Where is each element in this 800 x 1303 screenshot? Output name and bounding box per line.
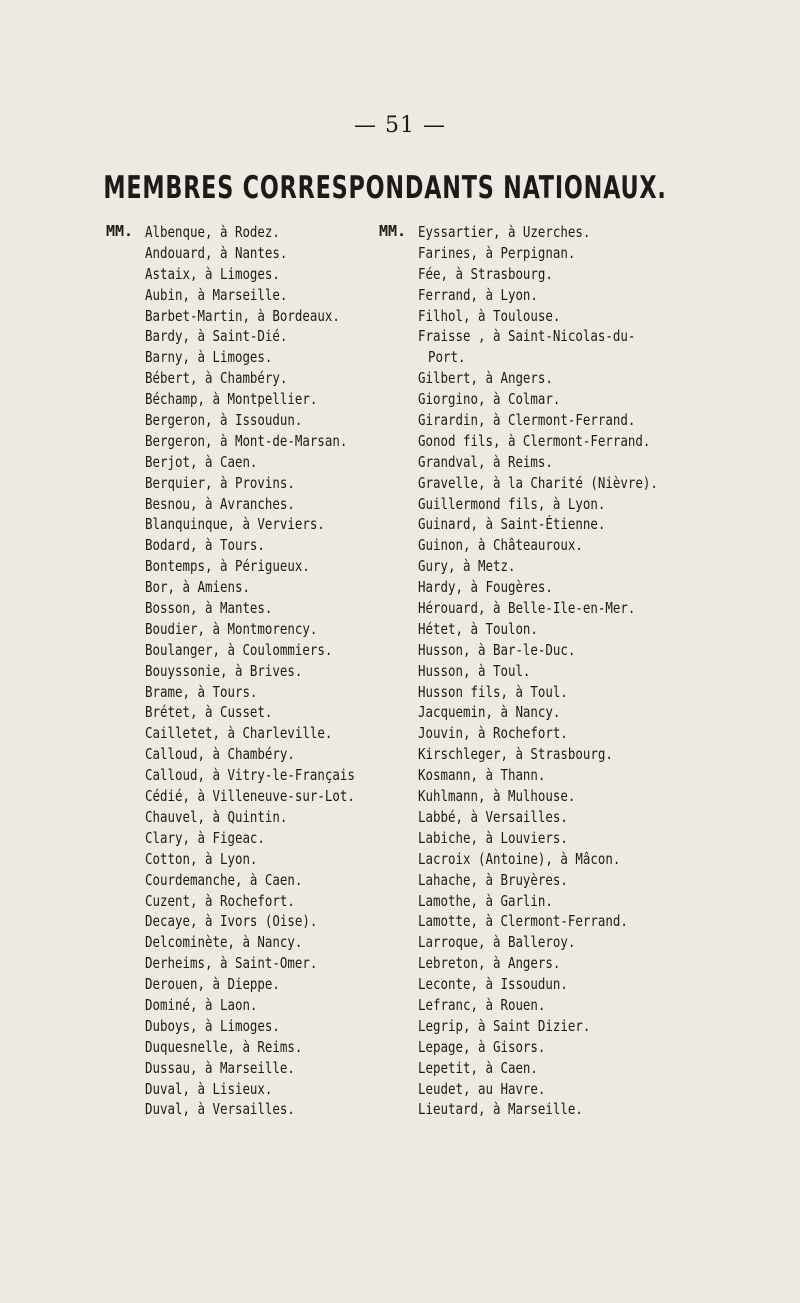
member-entry: Dominé, à Laon.: [145, 995, 258, 1014]
member-entry: Leudet, au Havre.: [418, 1079, 546, 1098]
member-entry: Guinard, à Saint-Étienne.: [418, 515, 606, 534]
member-entry: Berjot, à Caen.: [145, 452, 258, 471]
member-entry: Port.: [427, 348, 466, 367]
member-entry: Kuhlmann, à Mulhouse.: [418, 787, 576, 806]
member-entry: Gury, à Metz.: [418, 557, 516, 576]
member-entry: Cotton, à Lyon.: [145, 849, 258, 868]
member-entry: Lacroix (Antoine), à Mâcon.: [418, 849, 621, 868]
member-entry: Cédié, à Villeneuve-sur-Lot.: [145, 787, 355, 806]
member-entry: Lamothe, à Garlin.: [418, 891, 553, 910]
member-entry: Barny, à Limoges.: [145, 348, 273, 367]
member-entry: Farines, à Perpignan.: [418, 243, 576, 262]
member-entry: Hardy, à Fougères.: [418, 578, 553, 597]
member-entry: Courdemanche, à Caen.: [145, 870, 303, 889]
member-entry: Dussau, à Marseille.: [145, 1058, 295, 1077]
member-entry: Husson, à Toul.: [418, 661, 531, 680]
member-list: [145, 222, 398, 1120]
member-entry: Jouvin, à Rochefort.: [418, 724, 568, 743]
member-entry: Boulanger, à Coulommiers.: [145, 640, 333, 659]
member-entry: Boudier, à Montmorency.: [145, 619, 318, 638]
member-entry: Guillermond fils, à Lyon.: [418, 494, 606, 513]
mm-prefix: MM.: [106, 222, 134, 240]
member-entry: Barbet-Martin, à Bordeaux.: [145, 306, 340, 325]
member-entry: Gilbert, à Angers.: [418, 369, 553, 388]
member-entry: Ferrand, à Lyon.: [418, 285, 538, 304]
member-entry: Andouard, à Nantes.: [145, 243, 288, 262]
member-entry: Bergeron, à Issoudun.: [145, 411, 303, 430]
member-entry: Kosmann, à Thann.: [418, 766, 546, 785]
member-entry: Chauvel, à Quintin.: [145, 807, 288, 826]
member-entry: Duboys, à Limoges.: [145, 1016, 280, 1035]
member-entry: Lamotte, à Clermont-Ferrand.: [418, 912, 628, 931]
member-entry: Jacquemin, à Nancy.: [418, 703, 561, 722]
member-entry: Fraisse , à Saint-Nicolas-du-: [418, 327, 636, 346]
member-list: [418, 222, 707, 1120]
member-entry: Lefranc, à Rouen.: [418, 995, 546, 1014]
member-entry: Berquier, à Provins.: [145, 473, 295, 492]
member-entry: Cailletet, à Charleville.: [145, 724, 333, 743]
member-entry: Hétet, à Toulon.: [418, 619, 538, 638]
member-entry: Giorgino, à Colmar.: [418, 390, 561, 409]
member-entry: Grandval, à Reims.: [418, 452, 553, 471]
mm-prefix: MM.: [379, 222, 407, 240]
member-entry: Eyssartier, à Uzerches.: [418, 223, 591, 241]
member-entry: Gravelle, à la Charité (Nièvre).: [418, 473, 658, 492]
member-entry: Bosson, à Mantes.: [145, 599, 273, 618]
member-entry: Lepage, à Gisors.: [418, 1037, 546, 1056]
member-entry: Clary, à Figeac.: [145, 828, 265, 847]
member-entry: Labbé, à Versailles.: [418, 807, 568, 826]
member-entry: Blanquinque, à Verviers.: [145, 515, 325, 534]
member-entry: Bontemps, à Périgueux.: [145, 557, 310, 576]
member-entry: Gonod fils, à Clermont-Ferrand.: [418, 431, 651, 450]
member-entry: Leconte, à Issoudun.: [418, 975, 568, 994]
member-entry: Bardy, à Saint-Dié.: [145, 327, 288, 346]
member-entry: Husson fils, à Toul.: [418, 682, 568, 701]
member-entry: Bergeron, à Mont-de-Marsan.: [145, 431, 348, 450]
member-entry: Husson, à Bar-le-Duc.: [418, 640, 576, 659]
member-entry: Lieutard, à Marseille.: [418, 1100, 583, 1119]
member-entry: Decaye, à Ivors (Oise).: [145, 912, 318, 931]
member-entry: Lebreton, à Angers.: [418, 954, 561, 973]
member-entry: Bébert, à Chambéry.: [145, 369, 288, 388]
member-entry: Delcominète, à Nancy.: [145, 933, 303, 952]
member-entry: Lepetit, à Caen.: [418, 1058, 538, 1077]
member-entry: Calloud, à Vitry-le-Français: [145, 766, 355, 785]
member-entry: Bor, à Amiens.: [145, 578, 250, 597]
member-entry: Duval, à Versailles.: [145, 1100, 295, 1119]
member-entry: Bouyssonie, à Brives.: [145, 661, 303, 680]
member-entry: Béchamp, à Montpellier.: [145, 390, 318, 409]
member-entry: Calloud, à Chambéry.: [145, 745, 295, 764]
member-entry: Duval, à Lisieux.: [145, 1079, 273, 1098]
member-entry: Kirschleger, à Strasbourg.: [418, 745, 613, 764]
member-entry: Lahache, à Bruyères.: [418, 870, 568, 889]
section-heading: MEMBRES CORRESPONDANTS NATIONAUX.: [103, 170, 667, 206]
member-entry: Filhol, à Toulouse.: [418, 306, 561, 325]
member-entry: Guinon, à Châteauroux.: [418, 536, 583, 555]
member-entry: Albenque, à Rodez.: [145, 223, 280, 241]
member-entry: Derouen, à Dieppe.: [145, 975, 280, 994]
member-entry: Larroque, à Balleroy.: [418, 933, 576, 952]
member-entry: Derheims, à Saint-Omer.: [145, 954, 318, 973]
member-entry: Duquesnelle, à Reims.: [145, 1037, 303, 1056]
member-entry: Astaix, à Limoges.: [145, 264, 280, 283]
member-entry: Fée, à Strasbourg.: [418, 264, 553, 283]
member-entry: Brétet, à Cusset.: [145, 703, 273, 722]
member-entry: Aubin, à Marseille.: [145, 285, 288, 304]
page-number: — 51 —: [354, 113, 446, 138]
member-entry: Labiche, à Louviers.: [418, 828, 568, 847]
member-entry: Girardin, à Clermont-Ferrand.: [418, 411, 636, 430]
member-entry: Hérouard, à Belle-Ile-en-Mer.: [418, 599, 636, 618]
member-entry: Bodard, à Tours.: [145, 536, 265, 555]
member-entry: Brame, à Tours.: [145, 682, 258, 701]
member-entry: Besnou, à Avranches.: [145, 494, 295, 513]
member-entry: Legrip, à Saint Dizier.: [418, 1016, 591, 1035]
member-entry: Cuzent, à Rochefort.: [145, 891, 295, 910]
